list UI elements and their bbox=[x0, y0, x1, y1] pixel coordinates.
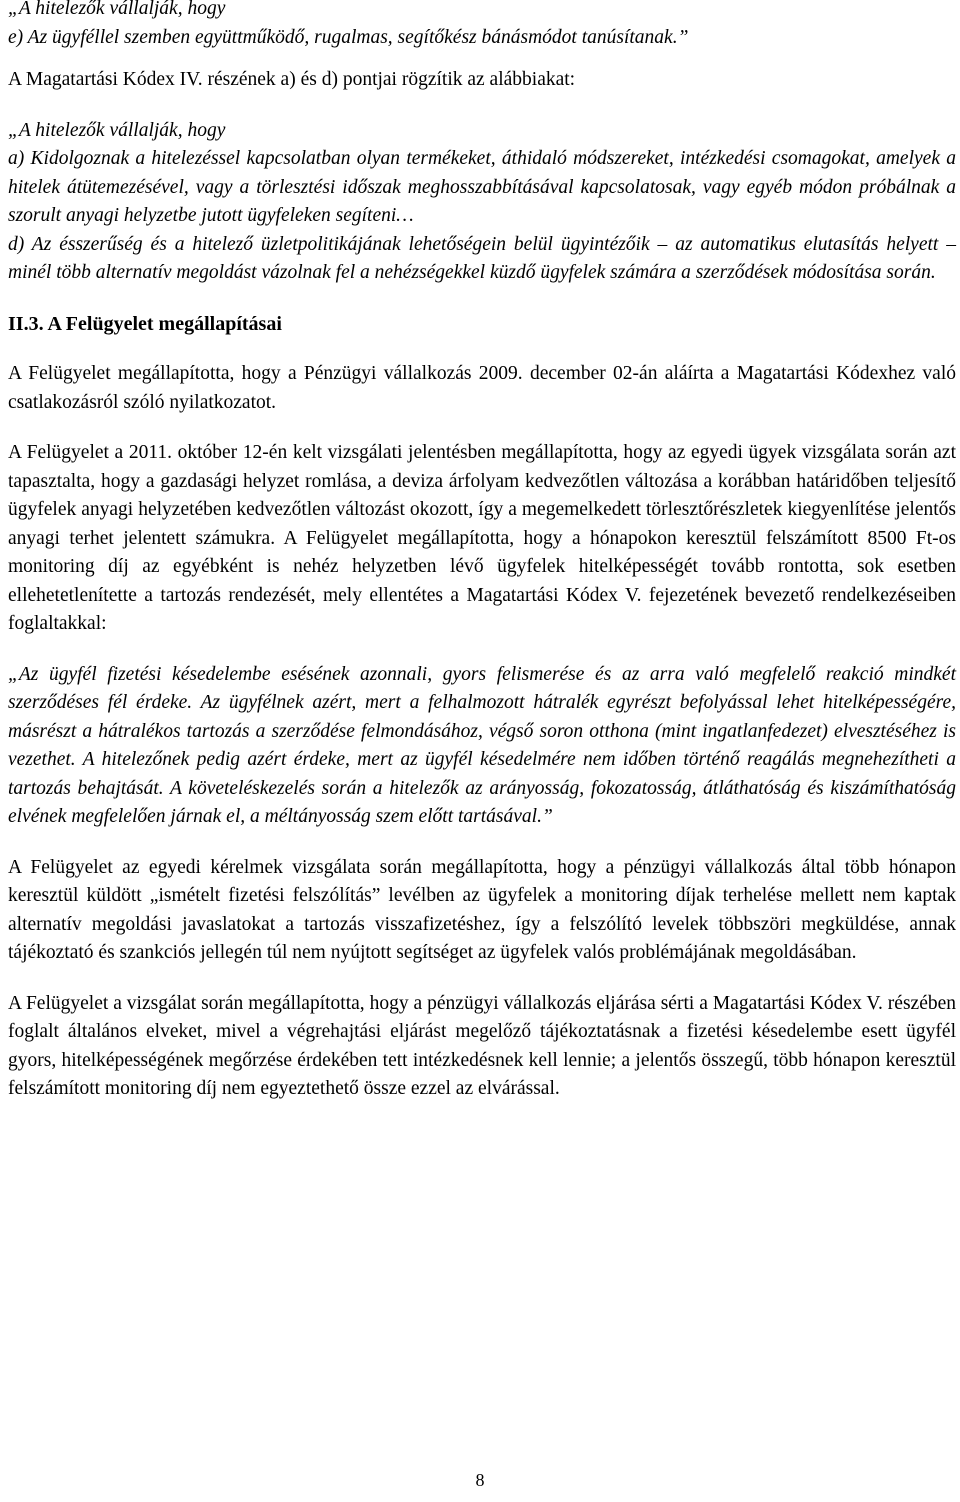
quote-item-d: d) Az ésszerűség és a hitelező üzletpolitikájának lehetőségein belül ügyintézőik – az automatikus elutasítás helyett – minél több alternatív megoldást vázolnak fel a nehézségekkel küzdő ügyfelek számára a szerződések módosítása során. bbox=[8, 233, 956, 283]
section-heading: II.3. A Felügyelet megállapításai bbox=[8, 312, 282, 335]
quote-intro: „A hitelezők vállalják, hogy bbox=[8, 0, 226, 19]
quote-item-a: a) Kidolgoznak a hitelezéssel kapcsolatban olyan termékeket, áthidaló módszereket, intézkedési csomagokat, amelyek a hitelek átütemezésével, vagy a törlesztési időszak meghosszabbításával kapcsolatosak, vagy egyéb módon próbálnak a szorult anyagi helyzetbe jutott ügyfeleken segíteni… bbox=[8, 148, 956, 226]
quote-intro-2: „A hitelezők vállalják, hogy bbox=[8, 119, 226, 141]
paragraph-statement-3: A Felügyelet az egyedi kérelmek vizsgálata során megállapította, hogy a pénzügyi vállalkozás által több hónapon keresztül küldött „ismételt fizetési felszólítás” levélben az ügyfelek a monitoring díjak terhelése mellett nem kaptak alternatív megoldási javaslatokat a tartozás visszafizetéshez, így a felszólító levelek többszöri megküldése, annak tájékoztató és szankciós jellegén túl nem nyújtott segítséget az ügyfelek valós problémájának megoldásában. bbox=[8, 856, 956, 963]
document-page bbox=[8, 0, 956, 1104]
paragraph-statement-2: A Felügyelet a 2011. október 12-én kelt vizsgálati jelentésben megállapította, hogy az egyedi ügyek vizsgálata során azt tapasztalta, hogy a gazdasági helyzet romlása, a deviza árfolyam kedvezőtlen változása a korábban határidőben teljesítő ügyfelek anyagi helyzetében kedvezőtlen változást okozott, így a megemelkedett törlesztőrészletek kiegyenlítése jelentős anyagi terhet jelentett számukra. A Felügyelet megállapította, hogy a hónapokon keresztül felszámított 8500 Ft-os monitoring díj az egyébként is nehéz helyzetben lévő ügyfelek hitelképességét tovább rontotta, sok esetben ellehetetlenítette a tartozás rendezését, mely ellentétes a Magatartási Kódex V. fejezetének bevezető rendelkezéseiben foglaltakkal: bbox=[8, 442, 956, 634]
paragraph-statement-4: A Felügyelet a vizsgálat során megállapította, hogy a pénzügyi vállalkozás eljárása sérti a Magatartási Kódex V. részében foglalt általános elveket, mivel a végrehajtási eljárást megelőző tájékoztatásnak a fizetési késedelembe esett ügyfél gyors, hitelképességének megőrzése érdekében tett intézkedésnek kell lennie; a jelentős összegű, több hónapon keresztül felszámított monitoring díj nem egyeztethető össze ezzel az elvárással. bbox=[8, 992, 956, 1099]
quote-item-e: e) Az ügyféllel szemben együttműködő, rugalmas, segítőkész bánásmódot tanúsítanak.” bbox=[8, 26, 689, 48]
page-number: 8 bbox=[475, 1470, 485, 1490]
quote-kodex-v: „Az ügyfél fizetési késedelembe esésének azonnali, gyors felismerése és az arra való megfelelő reakció mindkét szerződéses fél érdeke. Az ügyfélnek azért, mert a felhalmozott hátralék egyrészt befolyással lehet hitelképességére, másrészt a hátralékos tartozás a szerződése felmondásához, végső soron otthona (mint ingatlanfedezet) elvesztéséhez is vezethet. A hitelezőnek pedig azért érdeke, mert az ügyfél késedelmére nem időben történő reagálás megnehezítheti a tartozás behajtását. A követeléskezelés során a hitelezők az arányosság, fokozatosság, átláthatóság és kiszámíthatóság elvének megfelelően járnak el, a méltányosság szem előtt tartásával.” bbox=[8, 663, 956, 827]
paragraph-statement-1: A Felügyelet megállapította, hogy a Pénzügyi vállalkozás 2009. december 02-án aláírta a Magatartási Kódexhez való csatlakozásról szóló nyilatkozatot. bbox=[8, 363, 956, 413]
paragraph-kodex-ref: A Magatartási Kódex IV. részének a) és d) pontjai rögzítik az alábbiakat: bbox=[8, 69, 576, 90]
